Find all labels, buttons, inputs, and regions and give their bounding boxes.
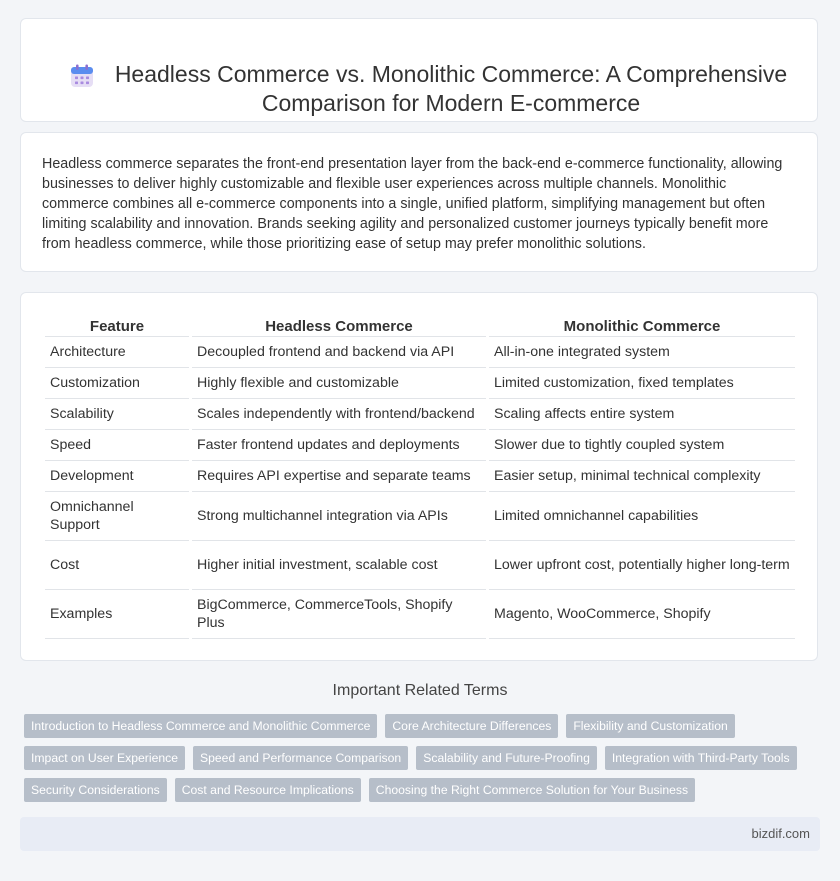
- related-term-tag[interactable]: Speed and Performance Comparison: [193, 746, 408, 770]
- monolithic-cell: Lower upfront cost, potentially higher long-term: [489, 541, 795, 590]
- headless-cell: Highly flexible and customizable: [192, 368, 486, 399]
- monolithic-cell: Slower due to tightly coupled system: [489, 430, 795, 461]
- headless-cell: Decoupled frontend and backend via API: [192, 337, 486, 368]
- monolithic-cell: Limited customization, fixed templates: [489, 368, 795, 399]
- feature-cell: Speed: [45, 430, 189, 461]
- related-term-tag[interactable]: Scalability and Future-Proofing: [416, 746, 597, 770]
- related-term-tag[interactable]: Integration with Third-Party Tools: [605, 746, 797, 770]
- feature-cell: Customization: [45, 368, 189, 399]
- headless-cell: Strong multichannel integration via APIs: [192, 492, 486, 541]
- headless-cell: BigCommerce, CommerceTools, Shopify Plus: [192, 590, 486, 639]
- feature-cell: Scalability: [45, 399, 189, 430]
- header-feature: Feature: [45, 316, 189, 337]
- intro-card: [20, 132, 818, 272]
- page-title: Headless Commerce vs. Monolithic Commerce: A Comprehensive Comparison for Modern E-commerce: [114, 61, 788, 116]
- feature-cell: Cost: [45, 541, 189, 590]
- related-term-tag[interactable]: Security Considerations: [24, 778, 167, 802]
- related-term-tag[interactable]: Cost and Resource Implications: [175, 778, 361, 802]
- feature-cell: Architecture: [45, 337, 189, 368]
- table-row: [45, 461, 795, 492]
- comparison-card: [20, 292, 818, 661]
- monolithic-cell: All-in-one integrated system: [489, 337, 795, 368]
- footer-site-link[interactable]: bizdif.com: [751, 826, 810, 841]
- tag-row: [24, 714, 804, 738]
- table-row: [45, 337, 795, 368]
- intro-paragraph: Headless commerce separates the front-end presentation layer from the back-end e-commerce functionality, allowing businesses to deliver highly customizable and flexible user experiences across multiple channels. Monolithic commerce combines all e-commerce components into a single, unified platform, simplifying management but often limiting scalability and innovation. Brands seeking agility and personalized customer journeys typically benefit more from headless commerce, while those prioritizing ease of setup may prefer monolithic solutions.: [42, 156, 783, 252]
- related-term-tag[interactable]: Introduction to Headless Commerce and Monolithic Commerce: [24, 714, 377, 738]
- feature-cell: Examples: [45, 590, 189, 639]
- table-row: [45, 492, 795, 541]
- comparison-table: [42, 316, 798, 639]
- feature-cell: Omnichannel Support: [45, 492, 189, 541]
- feature-cell: Development: [45, 461, 189, 492]
- related-term-tag[interactable]: Core Architecture Differences: [385, 714, 558, 738]
- table-row: [45, 430, 795, 461]
- title-card: [20, 18, 818, 122]
- monolithic-cell: Magento, WooCommerce, Shopify: [489, 590, 795, 639]
- headless-cell: Requires API expertise and separate teams: [192, 461, 486, 492]
- headless-cell: Scales independently with frontend/backend: [192, 399, 486, 430]
- monolithic-cell: Scaling affects entire system: [489, 399, 795, 430]
- tag-row: [24, 778, 804, 802]
- related-terms-tags: [24, 714, 804, 810]
- related-term-tag[interactable]: Flexibility and Customization: [566, 714, 734, 738]
- header-headless: Headless Commerce: [192, 316, 486, 337]
- tag-row: [24, 746, 804, 770]
- calendar-icon: [69, 63, 95, 89]
- footer-bar: [20, 817, 820, 851]
- headless-cell: Faster frontend updates and deployments: [192, 430, 486, 461]
- related-term-tag[interactable]: Choosing the Right Commerce Solution for Your Business: [369, 778, 695, 802]
- monolithic-cell: Easier setup, minimal technical complexity: [489, 461, 795, 492]
- header-monolithic: Monolithic Commerce: [489, 316, 795, 337]
- table-row: [45, 368, 795, 399]
- table-row: [45, 541, 795, 590]
- table-row: [45, 399, 795, 430]
- table-row: [45, 590, 795, 639]
- related-terms-heading: Important Related Terms: [332, 682, 508, 699]
- monolithic-cell: Limited omnichannel capabilities: [489, 492, 795, 541]
- headless-cell: Higher initial investment, scalable cost: [192, 541, 486, 590]
- related-term-tag[interactable]: Impact on User Experience: [24, 746, 185, 770]
- table-header-row: [45, 316, 795, 337]
